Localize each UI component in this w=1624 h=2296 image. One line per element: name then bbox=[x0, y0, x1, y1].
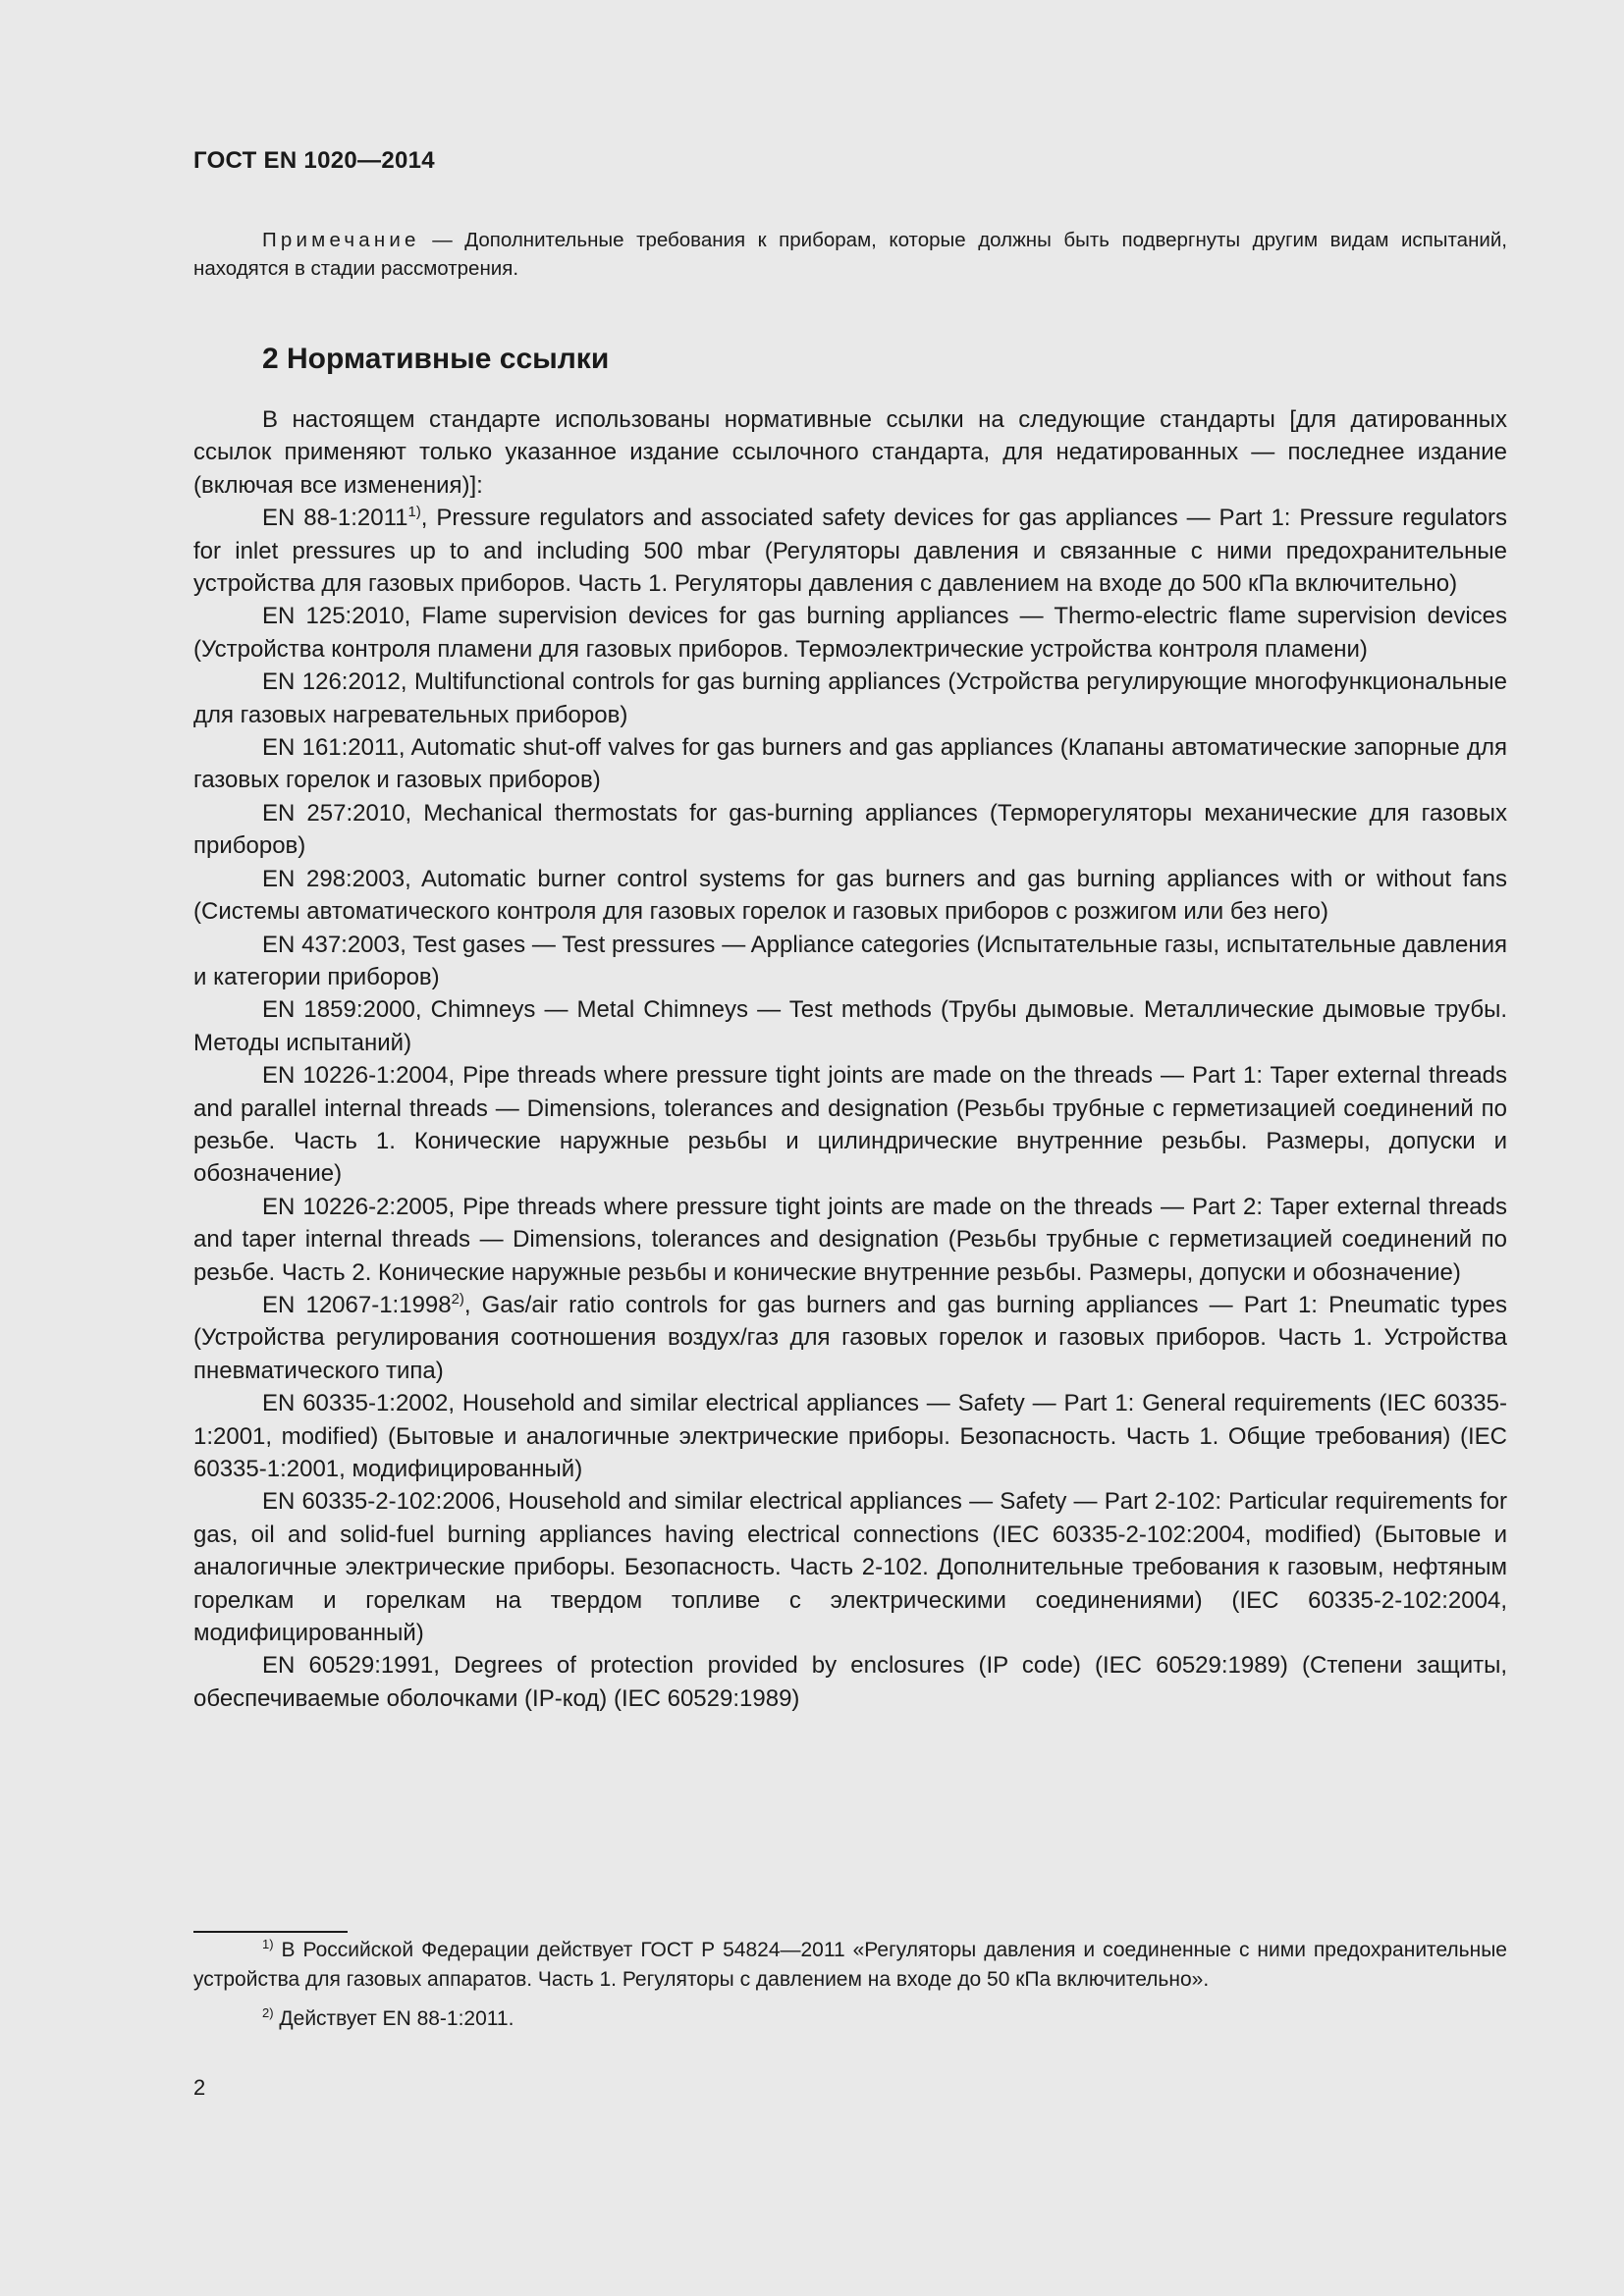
reference-code: EN 437:2003 bbox=[262, 931, 401, 958]
reference-text: , Gas/air ratio controls for gas burners and gas burning appliances — Part 1: Pneumatic types (Устройства регулирования соотношения воздух/газ для газовых горелок и газовых приборов. Часть 1. Устройства пневматического типа) bbox=[193, 1291, 1507, 1384]
reference-item bbox=[193, 666, 1507, 731]
reference-code: EN 88-1:2011 bbox=[262, 505, 408, 532]
note-text: — Дополнительные требования к приборам, которые должны быть подвергнуты другим видам испытаний, находятся в стадии рассмотрения. bbox=[193, 229, 1507, 280]
references-body bbox=[193, 403, 1507, 1715]
reference-text: , Test gases — Test pressures — Appliance categories (Испытательные газы, испытательные давления и категории приборов) bbox=[193, 931, 1508, 990]
footnote-text: В Российской Федерации действует ГОСТ Р 54824—2011 «Регуляторы давления и соединенные с ними предохранительные устройства для газовых аппаратов. Часть 1. Регуляторы с давлением на входе до 50 кПа включительно». bbox=[193, 1939, 1507, 1991]
intro-paragraph: В настоящем стандарте использованы нормативные ссылки на следующие стандарты [для датированных ссылок применяют только указанное издание ссылочного стандарта, для недатированных — последнее издание (включая все изменения)]: bbox=[193, 406, 1507, 499]
reference-code: EN 298:2003 bbox=[262, 865, 406, 892]
footnote-text: Действует EN 88-1:2011. bbox=[273, 2007, 514, 2030]
reference-code: EN 10226-1:2004 bbox=[262, 1062, 449, 1090]
reference-item bbox=[193, 502, 1507, 600]
reference-text: , Pressure regulators and associated safety devices for gas appliances — Part 1: Pressure regulators for inlet pressures up to and including 500 mbar (Регуляторы давления и связанные с ними предохранительные устройства для газовых приборов. Часть 1. Регуляторы давления с давлением на входе до 500 кПа включительно) bbox=[193, 505, 1507, 598]
reference-item bbox=[193, 1649, 1507, 1715]
reference-text: , Automatic shut-off valves for gas burners and gas appliances (Клапаны автоматические запорные для газовых горелок и газовых приборов) bbox=[193, 734, 1507, 794]
note-paragraph bbox=[193, 226, 1507, 283]
footnotes bbox=[193, 1936, 1507, 2034]
reference-code: EN 126:2012 bbox=[262, 668, 401, 696]
reference-text: , Pipe threads where pressure tight joints are made on the threads — Part 1: Taper external threads and parallel internal threads — Dimensions, tolerances and designation (Резьбы трубные с герметизацией соединений по резьбе. Часть 1. Конические наружные резьбы и цилиндрические внутренние резьбы. Размеры, допуски и обозначение) bbox=[193, 1062, 1507, 1188]
reference-code: EN 161:2011 bbox=[262, 734, 399, 762]
reference-text: , Automatic burner control systems for gas burners and gas burning appliances with or without fans (Системы автоматического контроля для газовых горелок и газовых приборов с розжигом или без него) bbox=[193, 865, 1508, 926]
section-title: 2 Нормативные ссылки bbox=[262, 343, 610, 375]
reference-item bbox=[193, 1289, 1507, 1387]
reference-item bbox=[193, 1059, 1507, 1191]
reference-item bbox=[193, 1191, 1507, 1289]
footnote-mark: 1) bbox=[407, 505, 421, 521]
footnote-mark: 1) bbox=[262, 1937, 274, 1951]
reference-item bbox=[193, 993, 1507, 1059]
reference-code: EN 60335-1:2002 bbox=[262, 1390, 449, 1417]
reference-code: EN 10226-2:2005 bbox=[262, 1193, 449, 1220]
reference-item bbox=[193, 929, 1507, 994]
reference-text: , Degrees of protection provided by enclosures (IP code) (IEC 60529:1989) (Степени защиты, обеспечиваемые оболочками (IP-код) (IEC 60529:1989) bbox=[193, 1652, 1508, 1712]
reference-item bbox=[193, 1387, 1507, 1485]
reference-text: , Multifunctional controls for gas burning appliances (Устройства регулирующие многофункциональные для газовых нагревательных приборов) bbox=[193, 668, 1508, 728]
footnote-mark: 2) bbox=[451, 1291, 464, 1308]
document-header-code: ГОСТ EN 1020—2014 bbox=[193, 147, 435, 174]
reference-text: , Household and similar electrical appliances — Safety — Part 2-102: Particular requirements for gas, oil and solid-fuel burning appliances having electrical connections (IEC 60335-2-102:2004, modified) (Бытовые и аналогичные электрические приборы. Безопасность. Часть 2-102. Дополнительные требования к газовым, нефтяным горелкам и горелкам на твердом топливе с электрическими соединениями) (IEC 60335-2-102:2004, модифицированный) bbox=[193, 1488, 1508, 1647]
note-label: Примечание bbox=[262, 229, 420, 251]
reference-code: EN 125:2010 bbox=[262, 603, 405, 630]
footnote-item bbox=[193, 2004, 1507, 2034]
reference-item bbox=[193, 600, 1507, 666]
footnote-item bbox=[193, 1936, 1507, 1995]
reference-code: EN 1859:2000 bbox=[262, 996, 415, 1024]
footnote-divider bbox=[193, 1931, 348, 1933]
page-number: 2 bbox=[193, 2075, 206, 2100]
reference-text: , Pipe threads where pressure tight joints are made on the threads — Part 2: Taper external threads and taper internal threads — Dimensions, tolerances and designation (Резьбы трубные с герметизацией соединений по резьбе. Часть 2. Конические наружные резьбы и конические внутренние резьбы. Размеры, допуски и обозначение) bbox=[193, 1193, 1507, 1286]
reference-text: , Chimneys — Metal Chimneys — Test methods (Трубы дымовые. Металлические дымовые трубы. Методы испытаний) bbox=[193, 996, 1507, 1056]
reference-text: , Mechanical thermostats for gas-burning appliances (Терморегуляторы механические для газовых приборов) bbox=[193, 799, 1508, 860]
reference-item bbox=[193, 863, 1507, 929]
reference-code: EN 60529:1991 bbox=[262, 1652, 434, 1680]
reference-item bbox=[193, 731, 1507, 797]
footnote-mark: 2) bbox=[262, 2005, 274, 2020]
reference-code: EN 60335-2-102:2006 bbox=[262, 1488, 495, 1516]
reference-code: EN 257:2010 bbox=[262, 799, 406, 827]
reference-text: , Household and similar electrical appliances — Safety — Part 1: General requirements (IEC 60335-1:2001, modified) (Бытовые и аналогичные электрические приборы. Безопасность. Часть 1. Общие требования) (IEC 60335-1:2001, модифицированный) bbox=[193, 1390, 1507, 1482]
reference-code: EN 12067-1:1998 bbox=[262, 1291, 452, 1318]
reference-item bbox=[193, 797, 1507, 863]
reference-item bbox=[193, 1485, 1507, 1649]
reference-text: , Flame supervision devices for gas burning appliances — Thermo-electric flame supervision devices (Устройства контроля пламени для газовых приборов. Термоэлектрические устройства контроля пламени) bbox=[193, 603, 1508, 663]
